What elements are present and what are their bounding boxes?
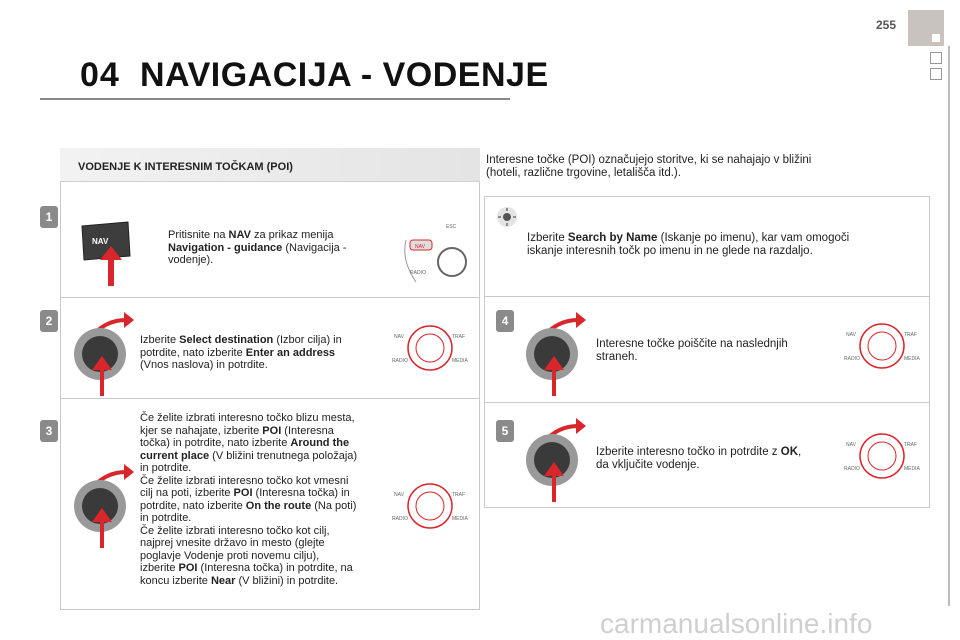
watermark: carmanualsonline.info xyxy=(600,608,873,639)
section-title: VODENJE K INTERESNIM TOČKAM (POI) xyxy=(78,161,293,173)
nav-button-illustration xyxy=(70,214,140,294)
step-2-text: Izberite Select destination (Izbor cilja) in potrdite, nato izberite Enter an address (Vnos naslova) in potrdite. xyxy=(140,334,342,371)
svg-text:TRAF: TRAF xyxy=(904,442,918,448)
step-1-text: Pritisnite na NAV za prikaz menija Navigation - guidance (Navigacija - vodenje). xyxy=(168,229,347,266)
step-4-text: Interesne točke poiščite na naslednjih straneh. xyxy=(596,338,788,363)
svg-text:MEDIA: MEDIA xyxy=(452,516,468,522)
console-nav-illustration xyxy=(396,200,476,290)
svg-text:RADIO: RADIO xyxy=(392,358,408,364)
svg-text:ESC: ESC xyxy=(446,224,457,230)
step-badge: 4 xyxy=(496,310,514,332)
tab-marker-2 xyxy=(930,68,942,80)
svg-text:TRAF: TRAF xyxy=(904,332,918,338)
step-5-text: Izberite interesno točko in potrdite z OK, da vključite vodenje. xyxy=(596,446,802,471)
svg-text:RADIO: RADIO xyxy=(844,356,860,362)
svg-text:MEDIA: MEDIA xyxy=(452,358,468,364)
poi-intro-text: Interesne točke (POI) označujejo storitve, ki se nahajajo v bližini (hoteli, različne trgovine, letališča itd.). xyxy=(486,154,812,179)
console-knob-illustration xyxy=(390,462,476,548)
rotary-knob-illustration xyxy=(518,308,594,398)
svg-text:TRAF: TRAF xyxy=(452,334,466,340)
nav-label: NAV xyxy=(92,237,109,246)
rotary-knob-illustration xyxy=(518,414,594,504)
svg-text:RADIO: RADIO xyxy=(392,516,408,522)
chapter-number: 04 xyxy=(80,56,120,94)
step-badge: 3 xyxy=(40,420,58,442)
step-3-text: Če želite izbrati interesno točko blizu mesta, kjer se nahajate, izberite POI (Interesna točka) in potrdite, nato izberite Around the current place (V bližini trenutnega položaja) in potrdite. Če želite izbrati interesno točko kot vmesni cilj na poti, izberite POI (Interesna točka) in potrdite, nato izberite On the route (Na poti) in potrdite. Če želite izbrati interesno točko kot cilj, najprej vnesite državo in mesto (glejte poglavje Vodenje proti novemu cilju), izberite POI (Interesna točka) in potrdite, na koncu izberite Near (V bližini) in potrdite. xyxy=(140,412,358,587)
page-number: 255 xyxy=(876,18,897,32)
tip-sun-icon xyxy=(496,206,518,228)
chapter-title: NAVIGACIJA - VODENJE xyxy=(140,56,549,94)
svg-text:RADIO: RADIO xyxy=(410,270,426,276)
console-knob-illustration xyxy=(842,412,928,498)
console-knob-illustration xyxy=(842,302,928,388)
rotary-knob-illustration xyxy=(66,460,142,550)
tab-marker-1 xyxy=(930,52,942,64)
svg-text:NAV: NAV xyxy=(394,492,404,498)
svg-text:MEDIA: MEDIA xyxy=(904,356,920,362)
step-badge: 5 xyxy=(496,420,514,442)
search-by-name-text: Izberite Search by Name (Iskanje po imenu), kar vam omogoči iskanje interesnih točk po imenu in ne glede na razdaljo. xyxy=(527,232,850,257)
step-badge: 1 xyxy=(40,206,58,228)
svg-text:NAV: NAV xyxy=(415,244,425,250)
side-rule xyxy=(948,46,950,606)
svg-text:RADIO: RADIO xyxy=(844,466,860,472)
svg-text:MEDIA: MEDIA xyxy=(904,466,920,472)
console-knob-illustration xyxy=(390,304,476,390)
corner-marker xyxy=(908,10,944,46)
svg-text:NAV: NAV xyxy=(846,332,856,338)
svg-text:NAV: NAV xyxy=(846,442,856,448)
header-rule xyxy=(40,98,510,100)
rotary-knob-illustration xyxy=(66,308,142,398)
svg-text:TRAF: TRAF xyxy=(452,492,466,498)
svg-text:NAV: NAV xyxy=(394,334,404,340)
step-badge: 2 xyxy=(40,310,58,332)
